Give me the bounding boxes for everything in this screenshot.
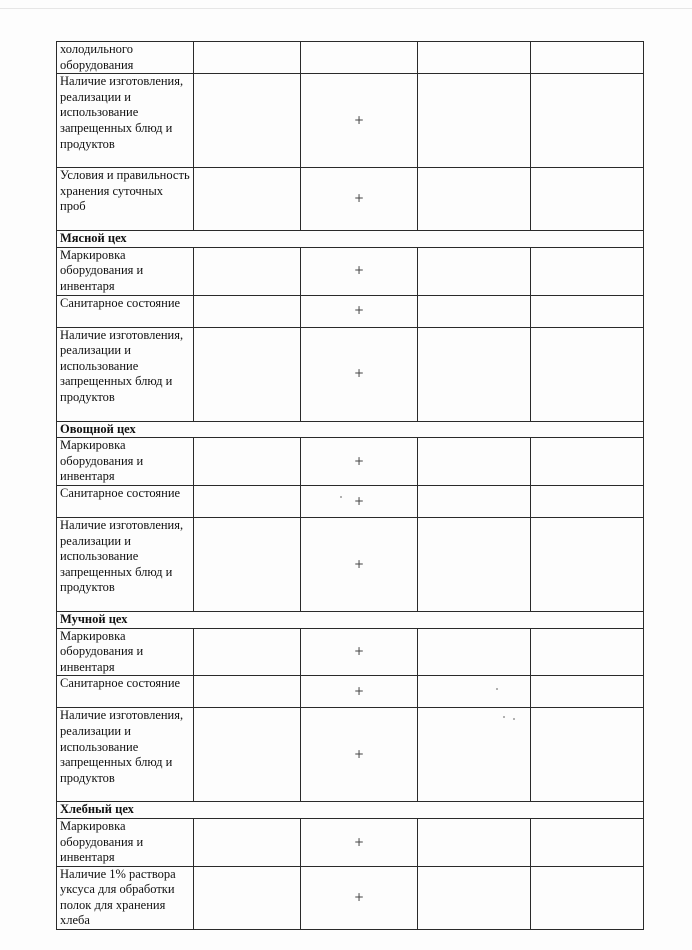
section-header-row [57,231,644,248]
criterion-cell: Маркировка оборудования и инвентаря [57,247,194,295]
section-title: Хлебный цех [57,802,644,819]
empty-cell [418,168,531,231]
empty-cell [418,247,531,295]
compliance-mark-cell [301,42,418,74]
empty-cell [531,485,644,517]
empty-cell [531,818,644,866]
section-header-row [57,611,644,628]
empty-cell [531,676,644,708]
criterion-cell: Маркировка оборудования и инвентаря [57,628,194,676]
empty-cell [194,866,301,929]
empty-cell [418,485,531,517]
checklist-row [57,74,644,168]
criterion-cell: Маркировка оборудования и инвентаря [57,818,194,866]
empty-cell [531,247,644,295]
empty-cell [418,74,531,168]
inspection-checklist-table [56,41,644,930]
empty-cell [531,42,644,74]
compliance-mark-cell: + [301,74,418,168]
checklist-row [57,438,644,486]
empty-cell [531,327,644,421]
empty-cell [194,438,301,486]
scan-speck [513,718,515,720]
empty-cell [194,708,301,802]
empty-cell [531,708,644,802]
section-header-row [57,421,644,438]
empty-cell [418,517,531,611]
empty-cell [194,247,301,295]
empty-cell [531,295,644,327]
checklist-row [57,818,644,866]
empty-cell [194,327,301,421]
empty-cell [194,485,301,517]
empty-cell [194,818,301,866]
empty-cell [194,168,301,231]
checklist-row [57,708,644,802]
criterion-cell: Санитарное состояние [57,295,194,327]
empty-cell [194,517,301,611]
compliance-mark-cell: + [301,438,418,486]
empty-cell [418,295,531,327]
criterion-cell: Санитарное состояние [57,485,194,517]
compliance-mark-cell: + [301,485,418,517]
empty-cell [194,676,301,708]
empty-cell [194,628,301,676]
empty-cell [194,74,301,168]
section-header-row [57,802,644,819]
section-title: Овощной цех [57,421,644,438]
scan-speck [340,496,342,498]
criterion-cell: Условия и правильность хранения суточных проб [57,168,194,231]
criterion-cell: холодильного оборудования [57,42,194,74]
empty-cell [531,628,644,676]
criterion-cell: Наличие изготовления, реализации и использование запрещенных блюд и продуктов [57,708,194,802]
empty-cell [194,42,301,74]
compliance-mark-cell: + [301,327,418,421]
empty-cell [531,438,644,486]
empty-cell [531,517,644,611]
empty-cell [531,866,644,929]
compliance-mark-cell: + [301,168,418,231]
scan-speck [503,716,505,718]
checklist-row [57,517,644,611]
compliance-mark-cell: + [301,247,418,295]
compliance-mark-cell: + [301,818,418,866]
empty-cell [418,818,531,866]
empty-cell [531,74,644,168]
checklist-row [57,327,644,421]
checklist-row [57,42,644,74]
section-title: Мясной цех [57,231,644,248]
compliance-mark-cell: + [301,866,418,929]
empty-cell [418,866,531,929]
checklist-row [57,168,644,231]
empty-cell [418,327,531,421]
checklist-row [57,866,644,929]
checklist-body [57,42,644,930]
page-edge [0,8,692,9]
checklist-row [57,628,644,676]
criterion-cell: Наличие изготовления, реализации и использование запрещенных блюд и продуктов [57,517,194,611]
section-title: Мучной цех [57,611,644,628]
criterion-cell: Маркировка оборудования и инвентаря [57,438,194,486]
empty-cell [418,42,531,74]
empty-cell [194,295,301,327]
criterion-cell: Наличие 1% раствора уксуса для обработки полок для хранения хлеба [57,866,194,929]
criterion-cell: Санитарное состояние [57,676,194,708]
checklist-row [57,485,644,517]
checklist-row [57,295,644,327]
compliance-mark-cell: + [301,517,418,611]
compliance-mark-cell: + [301,628,418,676]
compliance-mark-cell: + [301,676,418,708]
empty-cell [531,168,644,231]
criterion-cell: Наличие изготовления, реализации и использование запрещенных блюд и продуктов [57,74,194,168]
scan-speck [496,688,498,690]
empty-cell [418,676,531,708]
compliance-mark-cell: + [301,708,418,802]
criterion-cell: Наличие изготовления, реализации и использование запрещенных блюд и продуктов [57,327,194,421]
checklist-row [57,676,644,708]
checklist-row [57,247,644,295]
empty-cell [418,438,531,486]
compliance-mark-cell: + [301,295,418,327]
empty-cell [418,628,531,676]
empty-cell [418,708,531,802]
